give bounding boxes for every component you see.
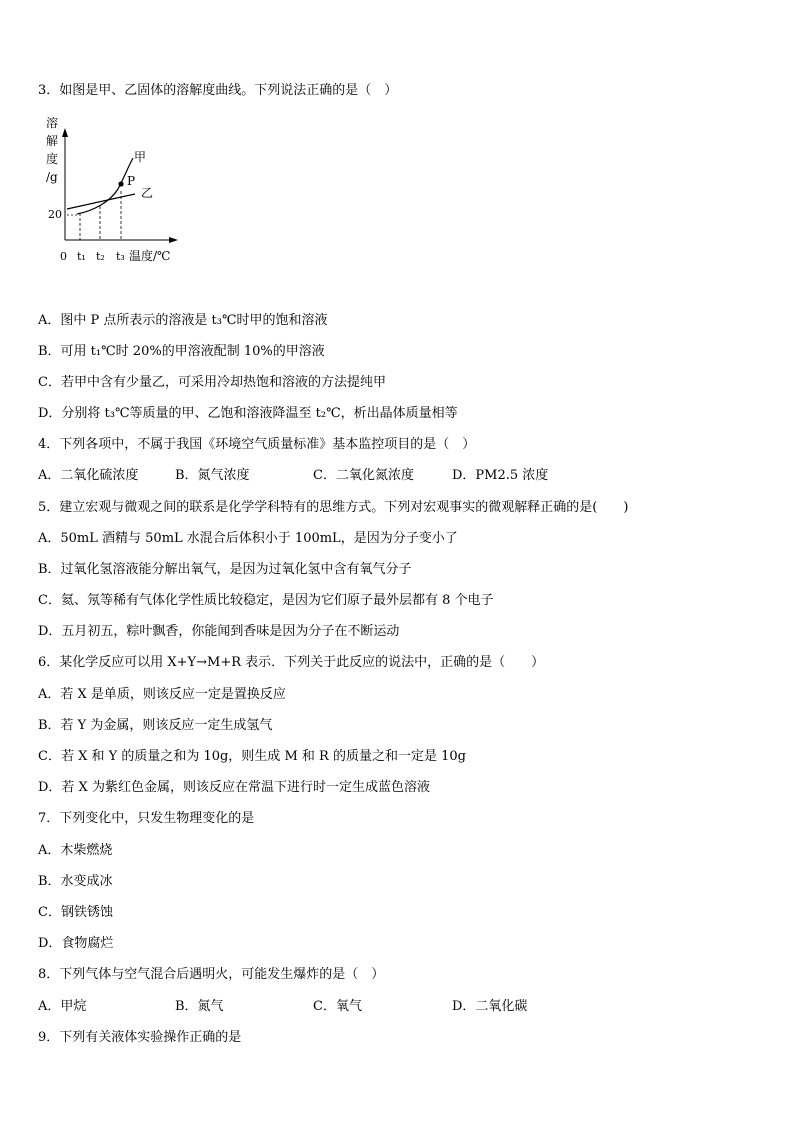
q7-option-a: A．木柴燃烧 (38, 843, 113, 858)
graph-origin: 0 (60, 250, 67, 263)
q6-stem: 6．某化学反应可以用 X+Y→M+R 表示．下列关于此反应的说法中，正确的是（ ） (38, 655, 545, 670)
graph-ylabel-1: 溶 (46, 116, 59, 130)
q6-option-a: A．若 X 是单质，则该反应一定是置换反应 (38, 687, 286, 702)
q5-option-b: B．过氧化氢溶液能分解出氧气，是因为过氧化氢中含有氧气分子 (38, 562, 412, 577)
q6-option-b: B．若 Y 为金属，则该反应一定生成氢气 (38, 718, 273, 733)
q9-stem: 9．下列有关液体实验操作正确的是 (38, 1030, 242, 1045)
q4-option-a: A．二氧化硫浓度 (38, 468, 139, 483)
solubility-graph (38, 112, 188, 272)
q8-option-c: C．氧气 (313, 999, 362, 1014)
graph-label-yi: 乙 (141, 186, 154, 200)
q4-option-d: D．PM2.5 浓度 (452, 468, 549, 483)
graph-y-tick: 20 (48, 208, 62, 221)
q8-stem: 8．下列气体与空气混合后遇明火，可能发生爆炸的是（ ） (38, 967, 385, 982)
graph-t1: t₁ (77, 250, 86, 263)
q8-option-d: D．二氧化碳 (452, 999, 528, 1014)
graph-label-jia: 甲 (134, 150, 147, 164)
graph-ylabel-4: /g (46, 170, 58, 184)
q8-option-b: B．氮气 (175, 999, 224, 1014)
q4-stem: 4．下列各项中，不属于我国《环境空气质量标准》基本监控项目的是（ ） (38, 437, 476, 452)
q6-option-d: D．若 X 为紫红色金属，则该反应在常温下进行时一定生成蓝色溶液 (38, 780, 430, 795)
q5-option-c: C．氦、氖等稀有气体化学性质比较稳定，是因为它们原子最外层都有 8 个电子 (38, 593, 494, 608)
q8-option-a: A．甲烷 (38, 999, 87, 1014)
point-p (118, 181, 123, 186)
q5-stem: 5．建立宏观与微观之间的联系是化学学科特有的思维方式。下列对宏观事实的微观解释正确的是( ) (38, 500, 629, 515)
graph-ylabel-3: 度 (46, 152, 59, 166)
curve-jia (77, 158, 136, 214)
graph-t2: t₂ (96, 250, 105, 263)
graph-t3: t₃ (116, 250, 125, 263)
y-axis-arrow (62, 128, 68, 137)
q4-options (38, 468, 578, 484)
q6-option-c: C．若 X 和 Y 的质量之和为 10g，则生成 M 和 R 的质量之和一定是 10g (38, 749, 466, 764)
q3-option-a: A．图中 P 点所表示的溶液是 t₃℃时甲的饱和溶液 (38, 313, 328, 328)
q3-option-c: C．若甲中含有少量乙，可采用冷却热饱和溶液的方法提纯甲 (38, 375, 386, 390)
q3-option-b: B．可用 t₁℃时 20%的甲溶液配制 10%的甲溶液 (38, 344, 325, 359)
q5-option-d: D．五月初五，粽叶飘香，你能闻到香味是因为分子在不断运动 (38, 624, 400, 639)
q7-stem: 7．下列变化中，只发生物理变化的是 (38, 811, 255, 826)
q3-stem: 3．如图是甲、乙固体的溶解度曲线。下列说法正确的是（ ） (38, 83, 398, 98)
x-axis-arrow (169, 237, 178, 243)
curve-yi (67, 194, 135, 209)
q8-options (38, 999, 578, 1015)
graph-label-p: P (127, 174, 136, 188)
q3-option-d: D．分别将 t₃℃等质量的甲、乙饱和溶液降温至 t₂℃，析出晶体质量相等 (38, 406, 458, 421)
q4-option-c: C．二氧化氮浓度 (313, 468, 414, 483)
graph-xlabel: 温度/℃ (129, 249, 171, 263)
q7-option-d: D．食物腐烂 (38, 936, 114, 951)
q7-option-c: C．钢铁锈蚀 (38, 905, 113, 920)
q5-option-a: A．50mL 酒精与 50mL 水混合后体积小于 100mL，是因为分子变小了 (38, 531, 458, 546)
q4-option-b: B．氮气浓度 (175, 468, 250, 483)
q7-option-b: B．水变成冰 (38, 874, 113, 889)
graph-ylabel-2: 解 (46, 134, 59, 148)
